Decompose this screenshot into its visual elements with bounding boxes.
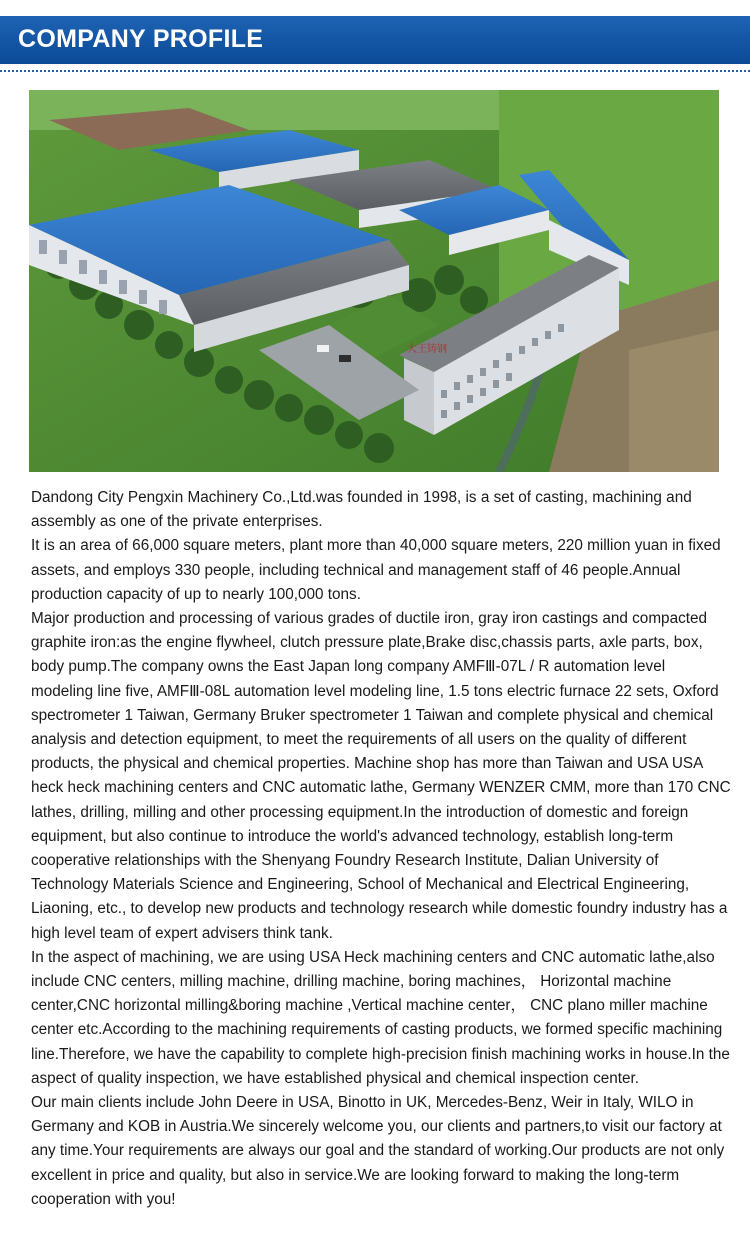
company-profile-text — [31, 486, 731, 1212]
paragraph-scale: It is an area of 66,000 square meters, plant more than 40,000 square meters, 220 million yuan in fixed assets, and employs 330 people, including technical and management staff of 46 people.Annual production capacity of up to nearly 100,000 tons. — [31, 537, 721, 603]
paragraph-production: Major production and processing of various grades of ductile iron, gray iron castings and compacted graphite iron:as the engine flywheel, clutch pressure plate,Brake disc,chassis parts, axle parts, box, body pump.The company owns the East Japan long company AMFⅢ-07L / R automation level modeling line five, AMFⅢ-08L automation level modeling line, 1.5 tons electric furnace 22 sets, Oxford spectrometer 1 Taiwan, Germany Bruker spectrometer 1 Taiwan and complete physical and chemical analysis and detection equipment, to meet the requirements of all users on the quality of different products, the physical and chemical properties. Machine shop has more than Taiwan and USA USA heck heck machining centers and CNC automatic lathe, Germany WENZER CMM, more than 170 CNC lathes, drilling, milling and other processing equipment.In the introduction of domestic and foreign equipment, but also continue to introduce the world's advanced technology, establish long-term cooperative relationships with the Shenyang Foundry Research Institute, Dalian University of Technology Materials Science and Engineering, School of Mechanical and Electrical Engineering, Liaoning, etc., to develop new products and technology research while domestic foundry industry has a high level team of expert advisers think tank. — [31, 610, 731, 942]
building-signage: 大王铸钢 — [407, 344, 447, 355]
factory-aerial-photo — [29, 90, 719, 472]
paragraph-machining: In the aspect of machining, we are using USA Heck machining centers and CNC automatic lathe,also include CNC centers, milling machine, drilling machine, boring machines， Horizontal machine center,CNC horizontal milling&boring machine ,Vertical machine center， CNC plano miller machine center etc.According to the machining requirements of casting products, we formed specific machining line.Therefore, we have the capability to complete high-precision finish machining works in house.In the aspect of quality inspection, we have established physical and chemical inspection center. — [31, 948, 730, 1087]
paragraph-founding: Dandong City Pengxin Machinery Co.,Ltd.was founded in 1998, is a set of casting, machining and assembly as one of the private enterprises. — [31, 489, 692, 531]
section-title: COMPANY PROFILE — [18, 25, 264, 53]
section-header-bar — [0, 16, 750, 64]
dotted-divider — [0, 70, 750, 72]
paragraph-clients: Our main clients include John Deere in USA, Binotto in UK, Mercedes-Benz, Weir in Italy, WILO in Germany and KOB in Austria.We sincerely welcome you, our clients and partners,to visit our factory at any time.Your requirements are always our goal and the standard of working.Our products are not only excellent in price and quality, but also in service.We are looking forward to making the long-term cooperation with you! — [31, 1094, 725, 1208]
